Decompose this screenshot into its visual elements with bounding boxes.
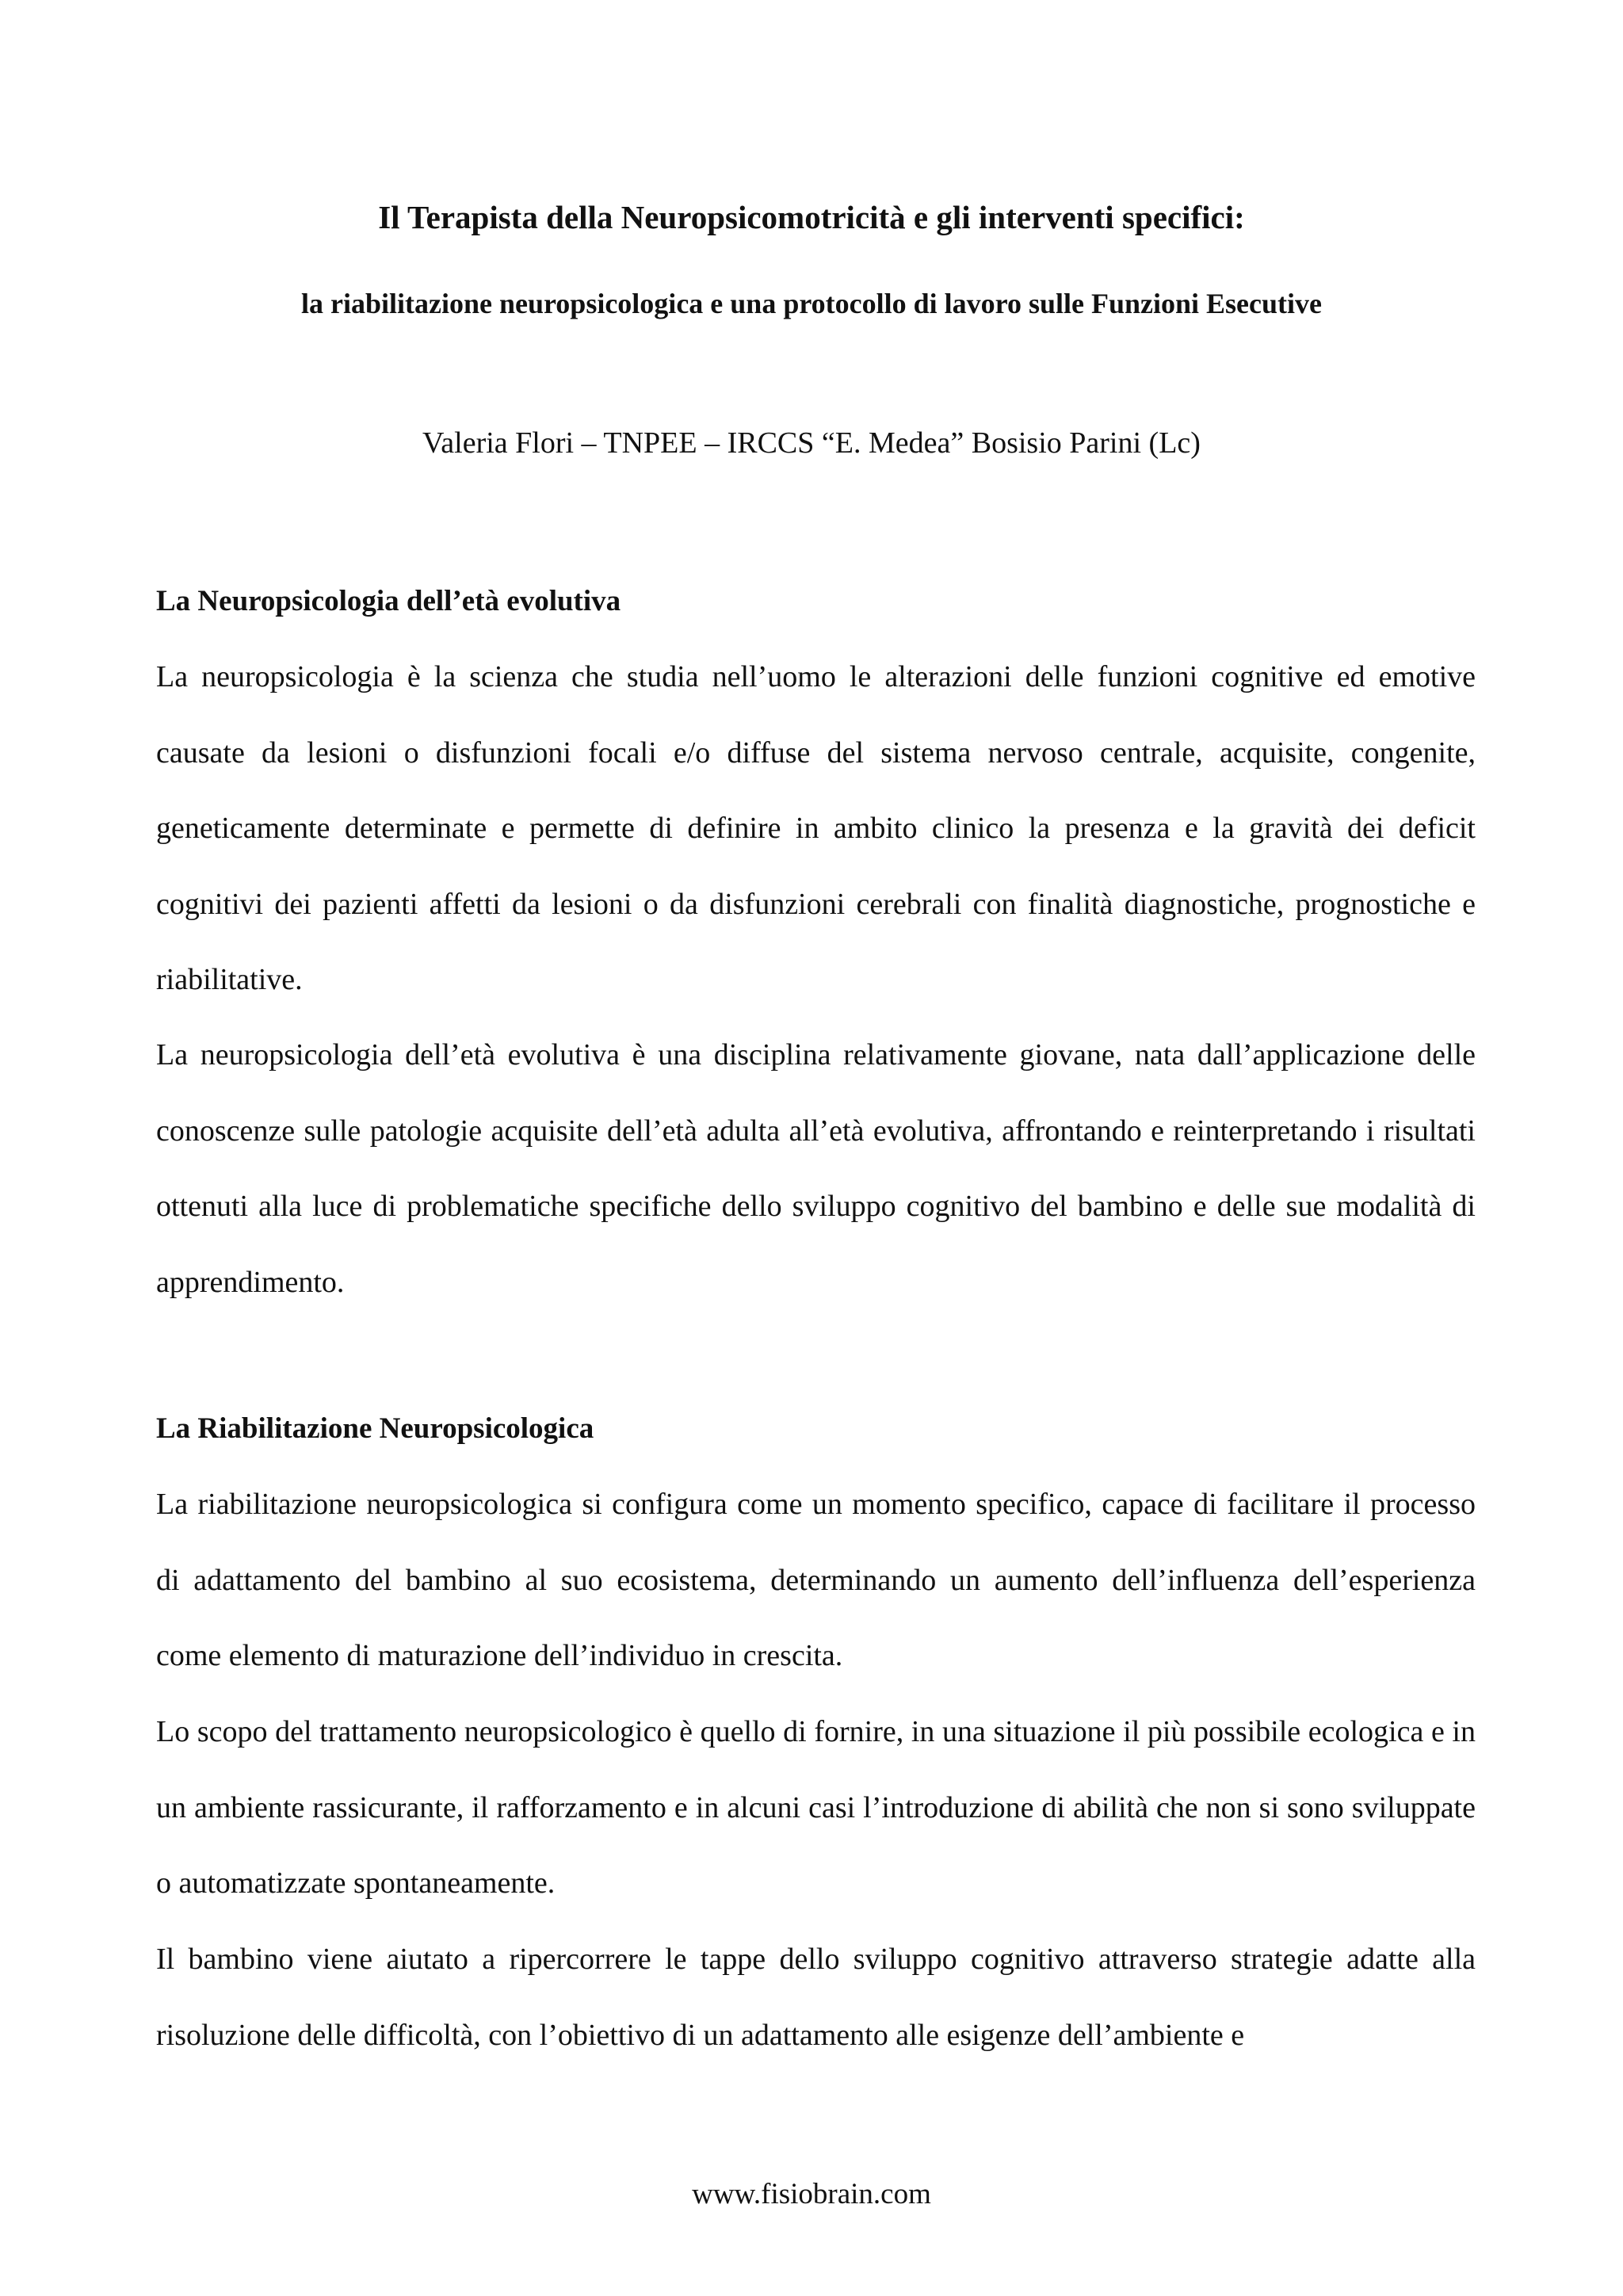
body-paragraph: La neuropsicologia dell’età evolutiva è una disciplina relativamente giovane, nata dall’applicazione delle conoscenze sulle patologie acquisite dell’età adulta all’età evolutiva, affrontando e reinterpretando i risultati ottenuti alla luce di problematiche specifiche dello sviluppo cognitivo del bambino e delle sue modalità di apprendimento. — [156, 1038, 1476, 1299]
footer-url: www.fisiobrain.com — [692, 2178, 931, 2210]
section-heading: La Neuropsicologia dell’età evolutiva — [156, 585, 621, 617]
body-paragraph: Il bambino viene aiutato a ripercorrere le tappe dello sviluppo cognitivo attraverso strategie adatte alla risoluzione delle difficoltà, con l’obiettivo di un adattamento alle esigenze dell’ambiente e — [156, 1943, 1476, 2052]
document-subtitle: la riabilitazione neuropsicologica e una protocollo di lavoro sulle Funzioni Esecutive — [300, 288, 1323, 319]
author-line: Valeria Flori – TNPEE – IRCCS “E. Medea” Bosisio Parini (Lc) — [422, 426, 1201, 460]
body-paragraph: La neuropsicologia è la scienza che studia nell’uomo le alterazioni delle funzioni cognitive ed emotive causate da lesioni o disfunzioni focali e/o diffuse del sistema nervoso centrale, acquisite, congenite, geneticamente determinate e permette di definire in ambito clinico la presenza e la gravità dei deficit cognitivi dei pazienti affetti da lesioni o da disfunzioni cerebrali con finalità diagnostiche, prognostiche e riabilitative. — [156, 660, 1476, 996]
section-heading: La Riabilitazione Neuropsicologica — [156, 1412, 594, 1445]
body-paragraph: La riabilitazione neuropsicologica si configura come un momento specifico, capace di facilitare il processo di adattamento del bambino al suo ecosistema, determinando un aumento dell’influenza dell’esperienza come elemento di maturazione dell’individuo in crescita. — [156, 1488, 1476, 1672]
body-paragraph: Lo scopo del trattamento neuropsicologico è quello di fornire, in una situazione il più possibile ecologica e in un ambiente rassicurante, il rafforzamento e in alcuni casi l’introduzione di abilità che non si sono sviluppate o automatizzate spontaneamente. — [156, 1715, 1476, 1900]
document-title: Il Terapista della Neuropsicomotricità e gli interventi specifici: — [378, 199, 1245, 235]
